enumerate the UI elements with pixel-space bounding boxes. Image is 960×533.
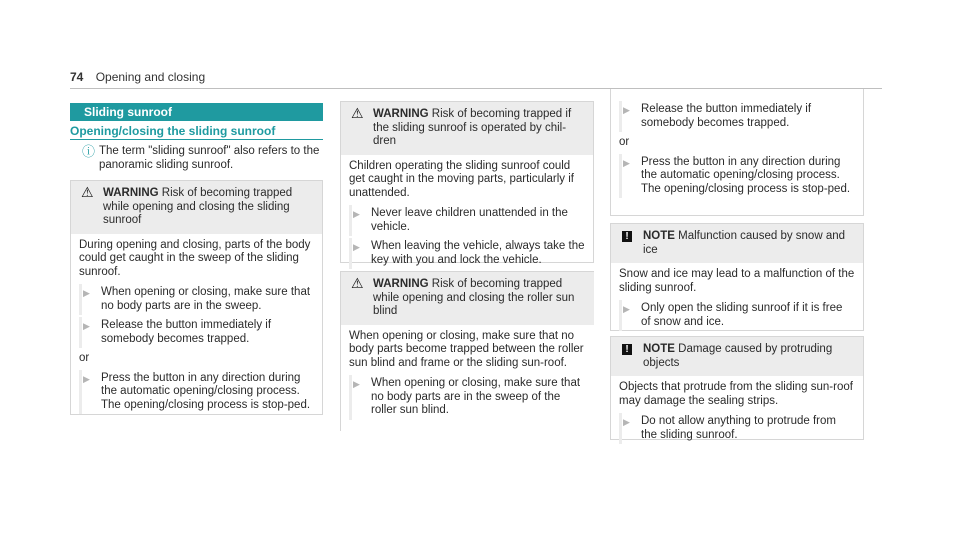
note-body <box>611 376 863 456</box>
warning-header <box>341 102 593 155</box>
step <box>79 286 314 313</box>
warning-label: WARNING <box>103 187 159 199</box>
warning-box-1 <box>70 180 323 415</box>
arrow-icon: ▶ <box>623 417 630 427</box>
info-icon: ⓘ <box>82 144 96 159</box>
warning-body <box>71 234 322 427</box>
arrow-icon: ▶ <box>623 304 630 314</box>
note-title: Damage caused by protruding objects <box>643 343 833 369</box>
step-text: Only open the sliding sunroof if it is free of snow and ice. <box>641 302 843 328</box>
step <box>79 319 314 346</box>
arrow-icon: ▶ <box>623 105 630 115</box>
note-header <box>611 224 863 263</box>
or-text: or <box>619 136 630 148</box>
warning-text: During opening and closing, parts of the body could get caught in the sweep of the sliding sunroof. <box>79 238 311 278</box>
chapter-title: Opening and closing <box>95 70 206 84</box>
note-box-1 <box>610 223 864 331</box>
step-text: Press the button in any direction during the automatic opening/closing process. The opening/closing process is stop-ped. <box>641 155 851 195</box>
step <box>349 377 586 418</box>
note-header <box>611 337 863 376</box>
warning-triangle-icon: ⚠ <box>351 275 364 291</box>
note-box-2 <box>610 336 864 440</box>
warning-box-2 <box>340 101 594 266</box>
warning-box-3 <box>340 271 594 431</box>
step <box>619 415 855 442</box>
arrow-icon: ▶ <box>83 288 90 298</box>
warning-body <box>341 155 593 282</box>
warning-triangle-icon: ⚠ <box>351 105 364 121</box>
warning-body <box>341 325 594 432</box>
warning-header <box>341 272 594 325</box>
warning-title: Risk of becoming trapped if the sliding sunroof is operated by chil-dren <box>373 108 572 147</box>
warning-header <box>71 181 322 234</box>
or-text: or <box>79 352 90 364</box>
arrow-icon: ▶ <box>83 321 90 331</box>
warning-continuation <box>610 89 864 216</box>
arrow-icon: ▶ <box>83 373 90 384</box>
step-text: Press the button in any direction during the automatic opening/closing process. The opening/closing process is stop-ped. <box>101 371 311 411</box>
arrow-icon: ▶ <box>353 242 360 252</box>
step-text: Release the button immediately if somebody becomes trapped. <box>641 103 812 129</box>
arrow-icon: ▶ <box>353 209 360 219</box>
step <box>619 302 855 329</box>
step <box>349 207 585 234</box>
step <box>619 156 855 197</box>
warning-text: Children operating the sliding sunroof could get caught in the moving parts, particularly if unattended. <box>349 159 575 199</box>
warning-text: When opening or closing, make sure that no body parts become trapped between the roller sun blind and frame or the sliding sun-roof. <box>349 329 584 369</box>
warning-body <box>611 89 863 210</box>
info-note <box>82 145 322 172</box>
note-body <box>611 263 863 343</box>
step-text: When leaving the vehicle, always take the key with you and lock the vehicle. <box>371 240 585 266</box>
step-text: Do not allow anything to protrude from the sliding sunroof. <box>641 415 836 441</box>
note-text: Snow and ice may lead to a malfunction of the sliding sunroof. <box>619 268 855 294</box>
note-text: Objects that protrude from the sliding sun-roof may damage the sealing strips. <box>619 381 853 407</box>
warning-label: WARNING <box>373 278 429 290</box>
arrow-icon: ▶ <box>353 379 360 389</box>
subsection-title: Opening/closing the sliding sunroof <box>70 124 276 138</box>
exclamation-icon: ! <box>622 231 632 242</box>
step-text: When opening or closing, make sure that no body parts are in the sweep. <box>101 286 311 312</box>
section-title: Sliding sunroof <box>70 103 323 121</box>
info-note-text: The term "sliding sunroof" also refers to the panoramic sliding sunroof. <box>99 145 320 171</box>
page-header <box>70 70 205 84</box>
note-label: NOTE <box>643 343 675 355</box>
note-title: Malfunction caused by snow and ice <box>643 230 846 256</box>
subsection-divider <box>70 139 323 140</box>
warning-title: Risk of becoming trapped while opening and closing the roller sun blind <box>373 278 575 317</box>
arrow-icon: ▶ <box>623 157 630 168</box>
step-text: Release the button immediately if somebody becomes trapped. <box>101 319 272 345</box>
step <box>619 103 855 130</box>
step <box>79 372 314 413</box>
step <box>349 240 585 267</box>
exclamation-icon: ! <box>622 344 632 355</box>
page-number: 74 <box>70 70 84 84</box>
warning-triangle-icon: ⚠ <box>81 184 94 200</box>
note-label: NOTE <box>643 230 675 242</box>
warning-label: WARNING <box>373 108 429 120</box>
step-text: When opening or closing, make sure that no body parts are in the sweep of the roller sun blind. <box>371 377 581 416</box>
warning-title: Risk of becoming trapped while opening and closing the sliding sunroof <box>103 187 293 226</box>
step-text: Never leave children unattended in the vehicle. <box>371 207 568 233</box>
